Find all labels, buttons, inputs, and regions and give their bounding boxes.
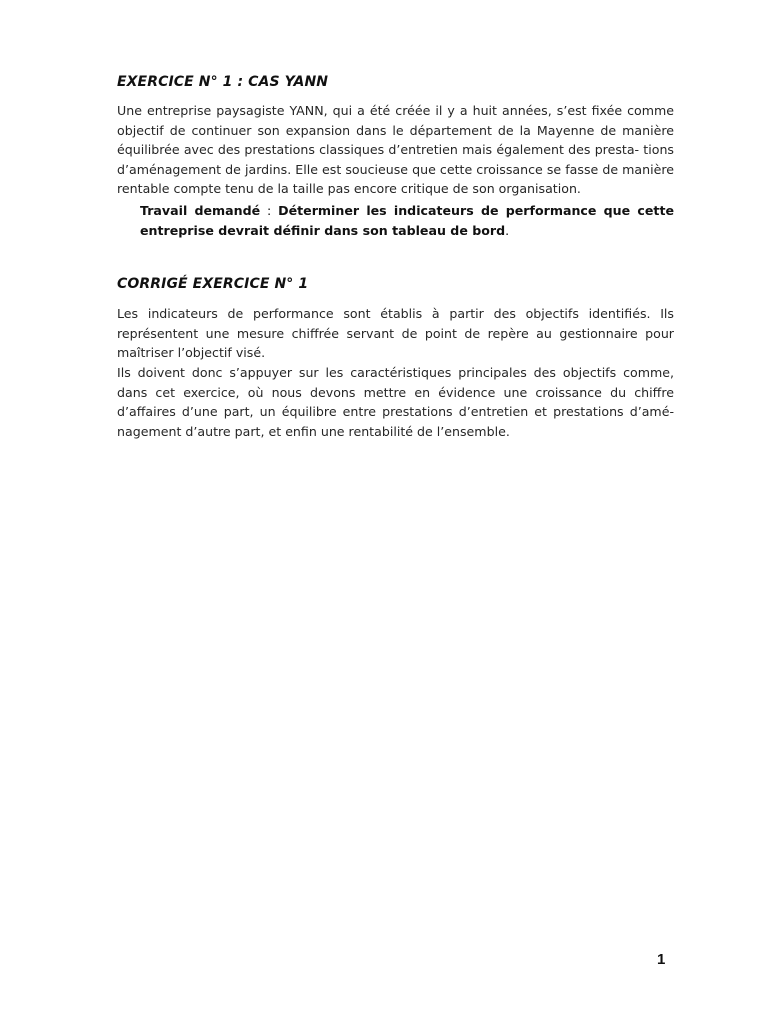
correction-title: CORRIGÉ EXERCICE N° 1 <box>117 276 309 293</box>
page-number: 1 <box>657 951 666 968</box>
correction-paragraph-2: Ils doivent donc s’appuyer sur les caractéristiques principales des objectifs comme, dans cet exercice, où nous devons mettre en évidence une croissance du chiffre d’affaires d’une part, un équilibre entre prestations d’entretien et prestations d’amé- nagement d’autre part, et enfin une rentabilité de l’ensemble. <box>117 364 674 439</box>
correction-paragraph-1: Les indicateurs de performance sont établis à partir des objectifs identifiés. Ils représentent une mesure chiffrée servant de point de repère au gestionnaire pour maîtriser l’objectif visé. <box>117 306 674 361</box>
document-page <box>117 72 674 441</box>
task-label: Travail demandé <box>140 202 261 218</box>
task-end: . <box>505 222 510 238</box>
exercise-paragraph: Une entreprise paysagiste YANN, qui a été créée il y a huit années, s’est fixée comme objectif de continuer son expansion dans le département de la Mayenne de manière équilibrée avec des prestations classiques d’entretien mais également des presta- tions d’aménagement de jardins. Elle est soucieuse que cette croissance se fasse de manière rentable compte tenu de la taille pas encore critique de son organisation. <box>117 103 674 197</box>
exercise-title: EXERCICE N° 1 : CAS YANN <box>117 74 329 90</box>
task-separator: : <box>260 202 279 218</box>
correction-section <box>117 274 674 441</box>
task-text: Déterminer les indicateurs de performance que cette entreprise devrait définir dans son tableau de bord <box>140 202 675 238</box>
task-statement <box>140 201 674 240</box>
exercise-section <box>117 72 674 240</box>
